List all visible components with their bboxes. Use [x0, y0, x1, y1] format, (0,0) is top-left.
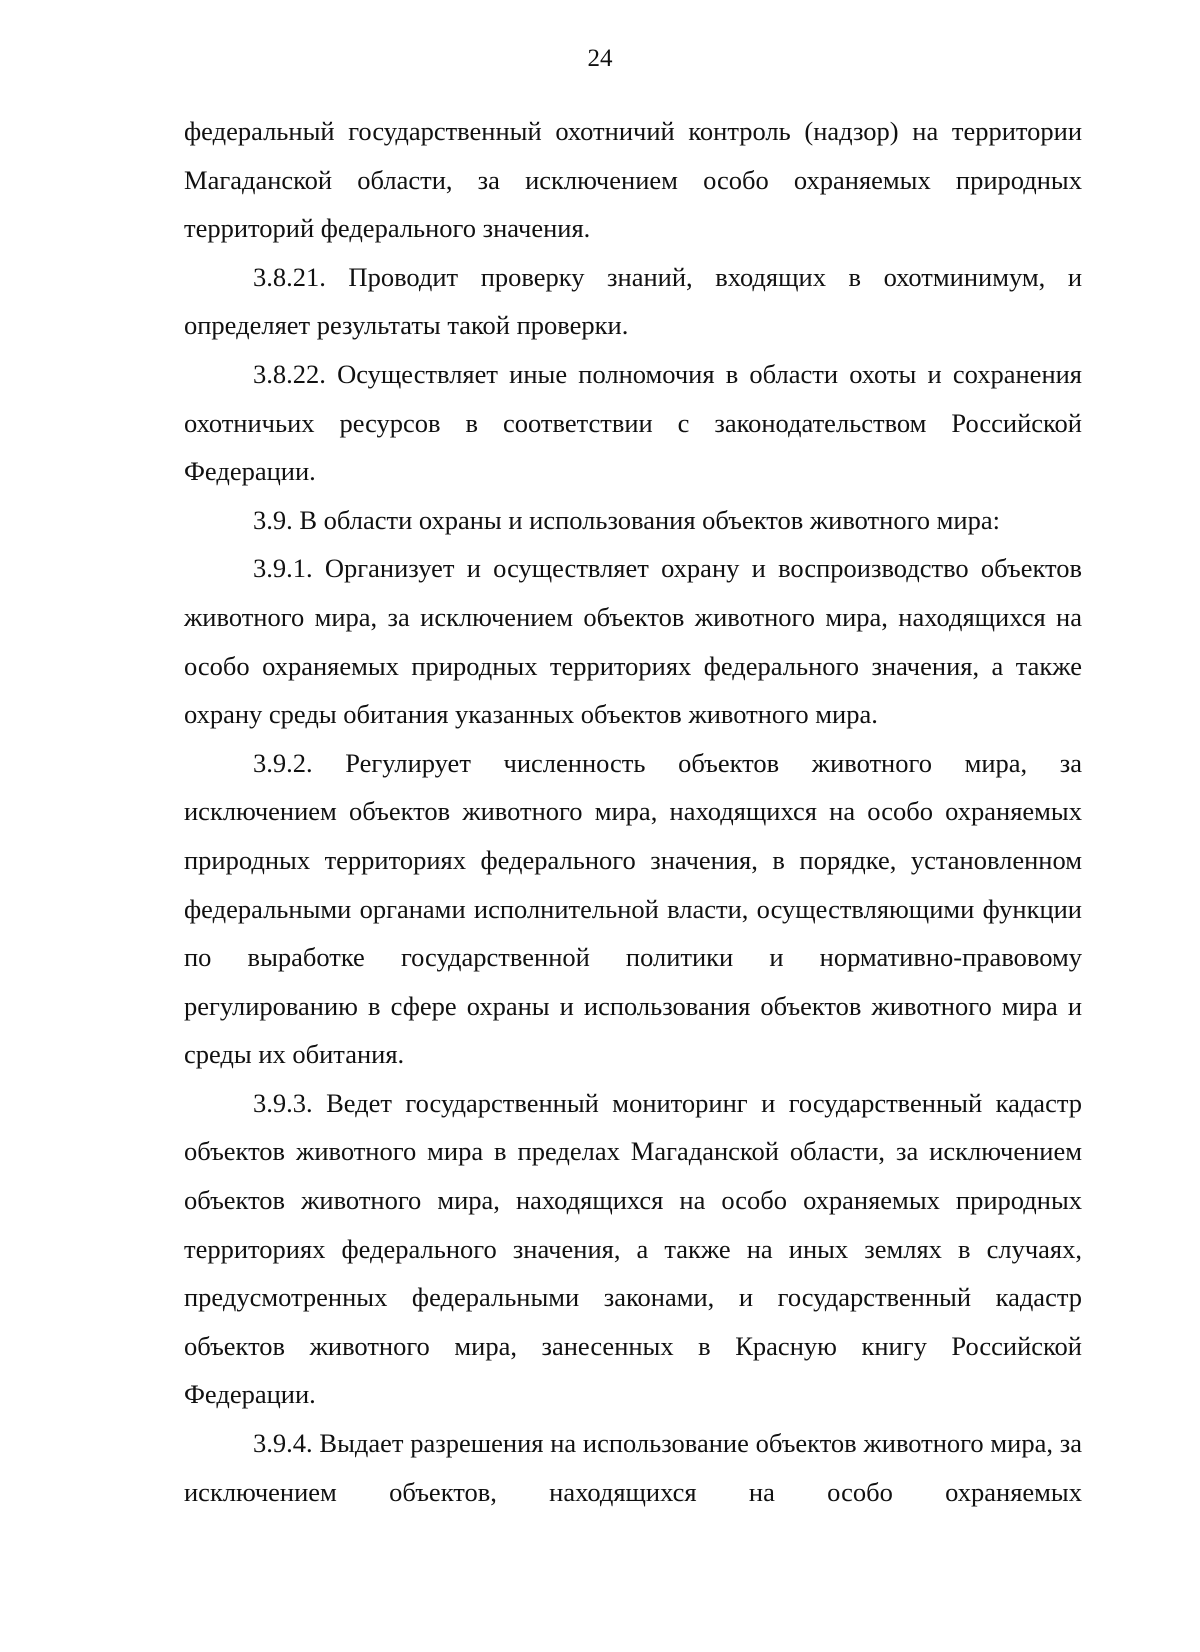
paragraph-3-9-1: 3.9.1. Организует и осуществляет охрану и воспроизводство объектов животного мира, за исключением объектов животного мира, находящихся на особо охраняемых природных территориях федерального значения, а также охрану среды обитания указанных объектов животного мира.: [184, 553, 1082, 730]
document-body: [184, 107, 1082, 1516]
paragraph-3-9-4-partial: 3.9.4. Выдает разрешения на использование объектов животного мира, за исключением объектов, находящихся на особо охраняемых: [184, 1428, 1082, 1507]
paragraph-continuation-hunting-control: федеральный государственный охотничий контроль (надзор) на территории Магаданской области, за исключением особо охраняемых природных территорий федерального значения.: [184, 116, 1082, 244]
paragraph-3-9-heading: 3.9. В области охраны и использования объектов животного мира:: [253, 504, 1000, 535]
paragraph-3-8-22: 3.8.22. Осуществляет иные полномочия в области охоты и сохранения охотничьих ресурсов в соответствии с законодательством Российской Федерации.: [184, 358, 1082, 487]
paragraph-3-9-2: 3.9.2. Регулирует численность объектов животного мира, за исключением объектов животного мира, находящихся на особо охраняемых природных территориях федерального значения, в порядке, установленном федеральными органами исполнительной власти, осуществляющими функции по выработке государственной политики и нормативно-правовому регулированию в сфере охраны и использования объектов животного мира и среды их обитания.: [184, 747, 1082, 1070]
page-number: 24: [587, 45, 613, 72]
paragraph-3-9-3: 3.9.3. Ведет государственный мониторинг и государственный кадастр объектов животного мира в пределах Магаданской области, за исключением объектов животного мира, находящихся на особо охраняемых природных территориях федерального значения, а также на иных землях в случаях, предусмотренных федеральными законами, и государственный кадастр объектов животного мира, занесенных в Красную книгу Российской Федерации.: [184, 1087, 1082, 1410]
paragraph-3-8-21: 3.8.21. Проводит проверку знаний, входящих в охотминимум, и определяет результаты такой проверки.: [184, 261, 1082, 341]
